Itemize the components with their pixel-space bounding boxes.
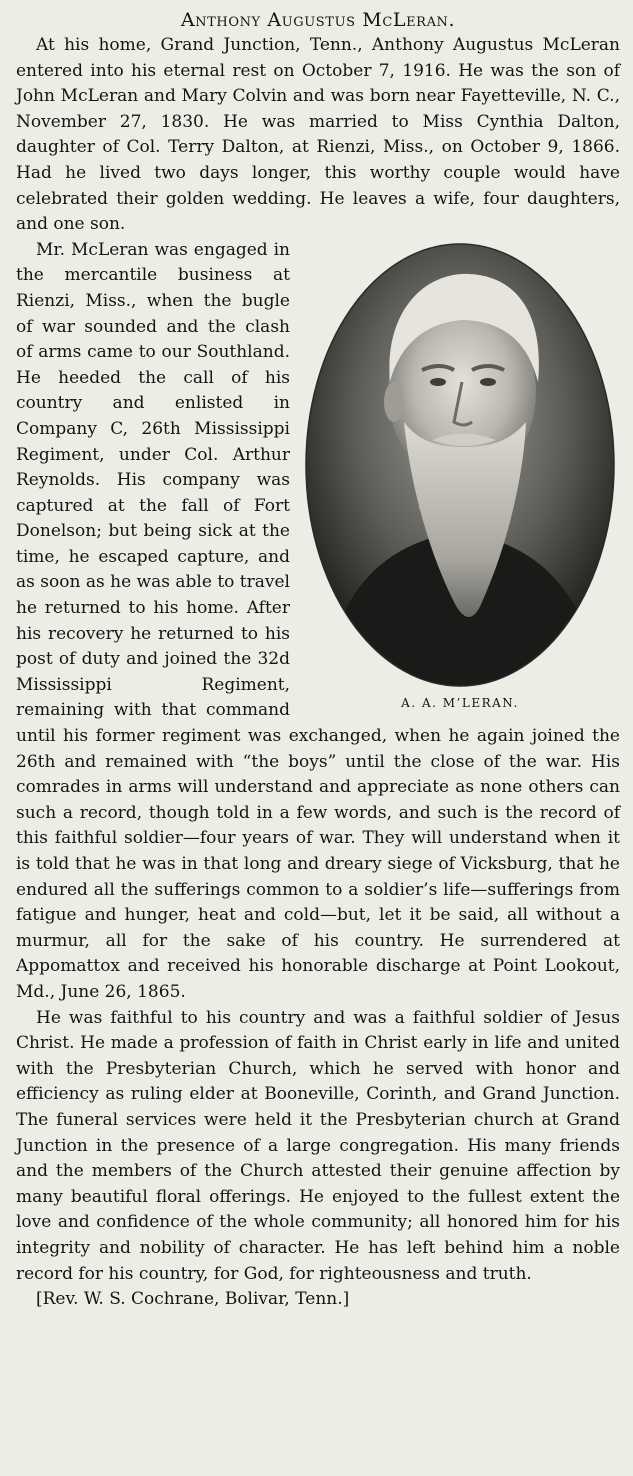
- paragraph-intro: At his home, Grand Junction, Tenn., Anthony Augustus McLeran entered into his eternal rest on October 7, 1916. He was the son of John McLeran and Mary Colvin and was born near Fayetteville, N. C., November 27, 1830. He was married to Miss Cynthia Dalton, daughter of Col. Terry Dalton, at Rienzi, Miss., on October 9, 1866. Had he lived two days longer, this worthy couple would have celebrated their golden wedding. He leaves a wife, four daughters, and one son.: [16, 35, 620, 235]
- paragraph-military-service: Mr. McLeran was engaged in the mercantile business at Rienzi, Miss., when the bugle of war sounded and the clash of arms came to our Southland. He heeded the call of his country and enlisted in Company C, 26th Mississippi Regiment, under Col. Arthur Reynolds. His company was captured at the fall of Fort Donelson; but being sick at the time, he escaped capture, and as soon as he was able to travel he returned to his home. After his recovery he returned to his post of duty and joined the 32d Mississippi Regiment, remaining with that command until his former regiment was exchanged, when he again joined the 26th and remained with “the boys” until the close of the war. His comrades in arms will understand and appreciate as none others can such a record, though told in a few words, and such is the record of this faithful soldier—four years of war. They will understand when it is told that he was in that long and dreary siege of Vicksburg, that he endured all the sufferings common to a soldier’s life—sufferings from fatigue and hunger, heat and cold—but, let it be said, all without a murmur, all for the sake of his country. He surrendered at Appomattox and received his honorable discharge at Point Lookout, Md., June 26, 1865.: [16, 239, 620, 1002]
- article-title: Anthony Augustus McLeran.: [180, 9, 456, 31]
- portrait-photo: [304, 242, 616, 688]
- portrait-figure: [300, 242, 620, 710]
- paragraph-church-life: He was faithful to his country and was a faithful soldier of Jesus Christ. He made a profession of faith in Christ early in life and united with the Presbyterian Church, which he served with honor and efficiency as ruling elder at Booneville, Corinth, and Grand Junction. The funeral services were held it the Presbyterian church at Grand Junction in the presence of a large congregation. His many friends and the members of the Church attested their genuine affection by many beautiful floral offerings. He enjoyed to the fullest extent the love and confidence of the whole community; all honored him for his integrity and nobility of character. He has left behind him a noble record for his country, for God, for righteousness and truth.: [16, 1007, 620, 1284]
- portrait-caption: A. A. M’LERAN.: [401, 695, 519, 710]
- author-signature: [Rev. W. S. Cochrane, Bolivar, Tenn.]: [36, 1289, 350, 1310]
